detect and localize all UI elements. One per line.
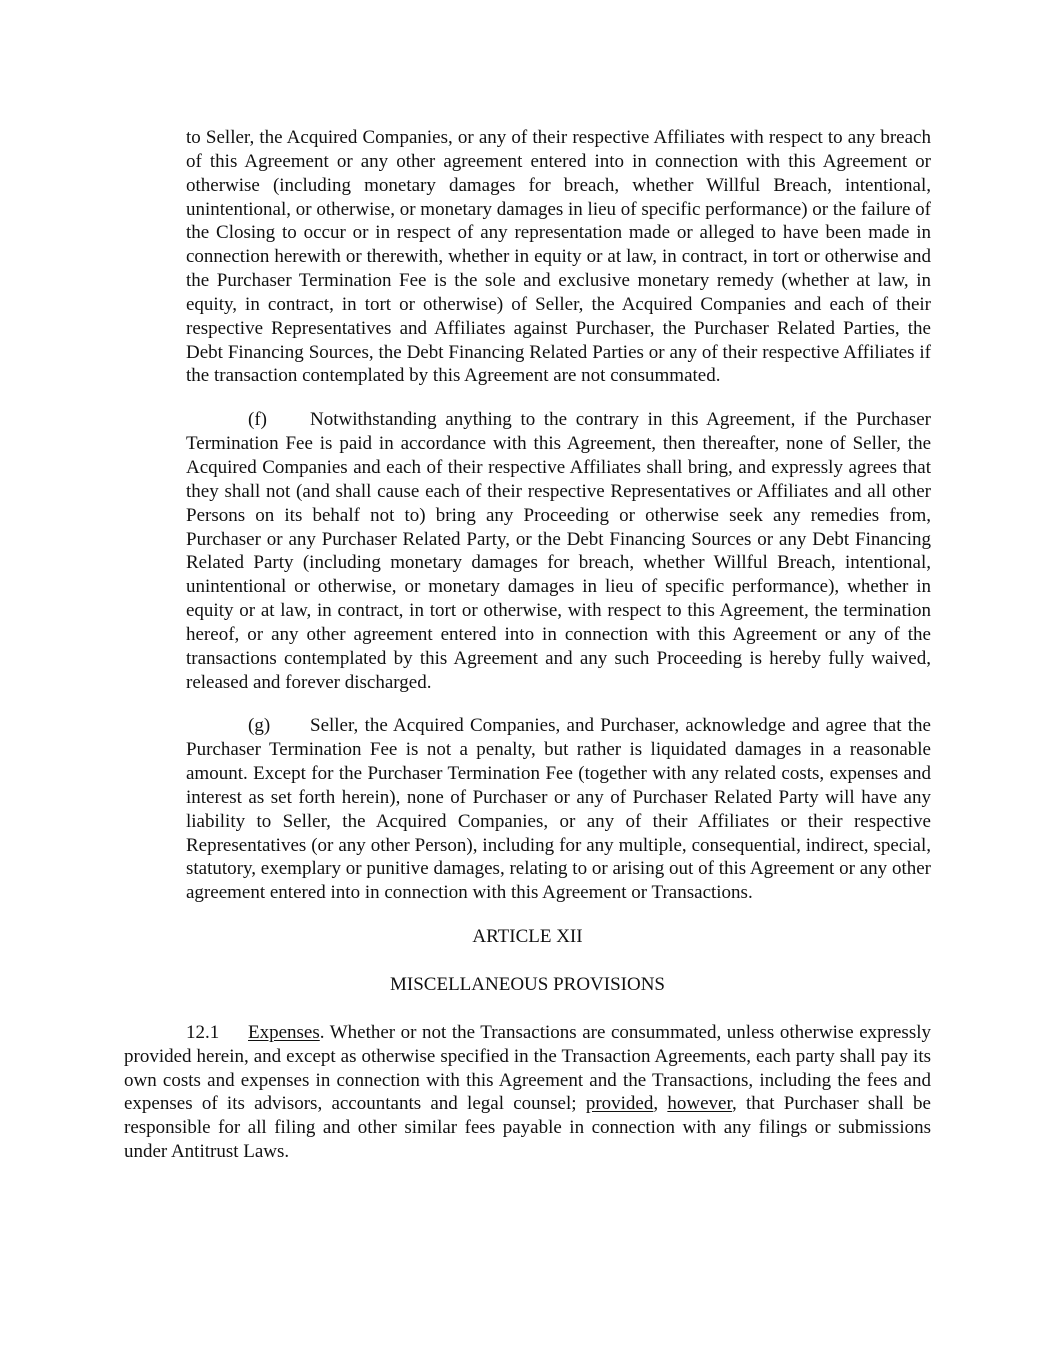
- heading-punct: .: [319, 1021, 325, 1043]
- section-text-b: , that Purchaser shall be responsible for all filing and other similar fees payable in connection with any filings or submissions under Antitrust Laws.: [124, 1093, 931, 1163]
- however-term: however: [667, 1093, 733, 1115]
- section-heading: Expenses: [248, 1021, 320, 1043]
- paragraph-continued: to Seller, the Acquired Companies, or any of their respective Affiliates with respect to any breach of this Agreement or any other agreement entered into in connection with this Agreement or otherwise (including monetary damages for breach, whether Willful Breach, intentional, unintentional, or otherwise, or monetary damages in lieu of specific performance) or the failure of the Closing to occur or in respect of any representation made or alleged to have been made in connection herewith or therewith, whether in equity or at law, in contract, in tort or otherwise and the Purchaser Termination Fee is the sole and exclusive monetary remedy (whether at law, in equity, in contract, in tort or otherwise) of Seller, the Acquired Companies and each of their respective Representatives and Affiliates against Purchaser, the Purchaser Related Parties, the Debt Financing Sources, the Debt Financing Related Parties or any of their respective Affiliates if the transaction contemplated by this Agreement are not consummated.: [186, 127, 931, 387]
- provided-term: provided: [585, 1093, 654, 1115]
- comma: ,: [653, 1093, 668, 1115]
- article-title: MISCELLANEOUS PROVISIONS: [390, 974, 665, 995]
- clause-text-f: Notwithstanding anything to the contrary in this Agreement, if the Purchaser Termination Fee is paid in accordance with this Agreement, then thereafter, none of Seller, the Acquired Companies and each of their respective Affiliates shall bring, and expressly agrees that they shall not (and shall cause each of their respective Representatives or Affiliates and all other Persons on its behalf not to) bring any Proceeding or otherwise seek any remedies from, Purchaser or any Purchaser Related Party, or the Debt Financing Sources or any Debt Financing Related Party (including monetary damages for breach, whether Willful Breach, intentional, unintentional or otherwise, or monetary damages in lieu of specific performance), whether in equity or at law, in contract, in tort or otherwise, with respect to this Agreement, the termination hereof, or any other agreement entered into in connection with this Agreement or any of the transactions contemplated by this Agreement and any such Proceeding is hereby fully waived, released and forever discharged.: [186, 409, 931, 693]
- paragraph-g: [186, 714, 931, 905]
- section-label: 12.1: [186, 1021, 220, 1043]
- clause-text-g: Seller, the Acquired Companies, and Purchaser, acknowledge and agree that the Purchaser Termination Fee is not a penalty, but rather is liquidated damages in a reasonable amount. Except for the Purchaser Termination Fee (together with any related costs, expenses and interest as set forth herein), none of Purchaser or any of Purchaser Related Party will have any liability to Seller, the Acquired Companies, or any of their Affiliates or their respective Representatives (or any other Person), including for any multiple, consequential, indirect, special, statutory, exemplary or punitive damages, relating to or arising out of this Agreement or any other agreement entered into in connection with this Agreement or Transactions.: [186, 715, 931, 904]
- clause-label-g: (g): [248, 715, 271, 737]
- section-12-1: [124, 1021, 931, 1164]
- article-number: ARTICLE XII: [472, 926, 583, 948]
- section-text-a: Whether or not the Transactions are consummated, unless otherwise expressly provided herein, and except as otherwise specified in the Transaction Agreements, each party shall pay its own costs and expenses in connection with this Agreement and the Transactions, including the fees and expenses of its advisors, accountants and legal counsel;: [124, 1021, 931, 1115]
- paragraph-f: [186, 408, 931, 694]
- document-page: [124, 126, 931, 1184]
- clause-label-f: (f): [248, 409, 267, 431]
